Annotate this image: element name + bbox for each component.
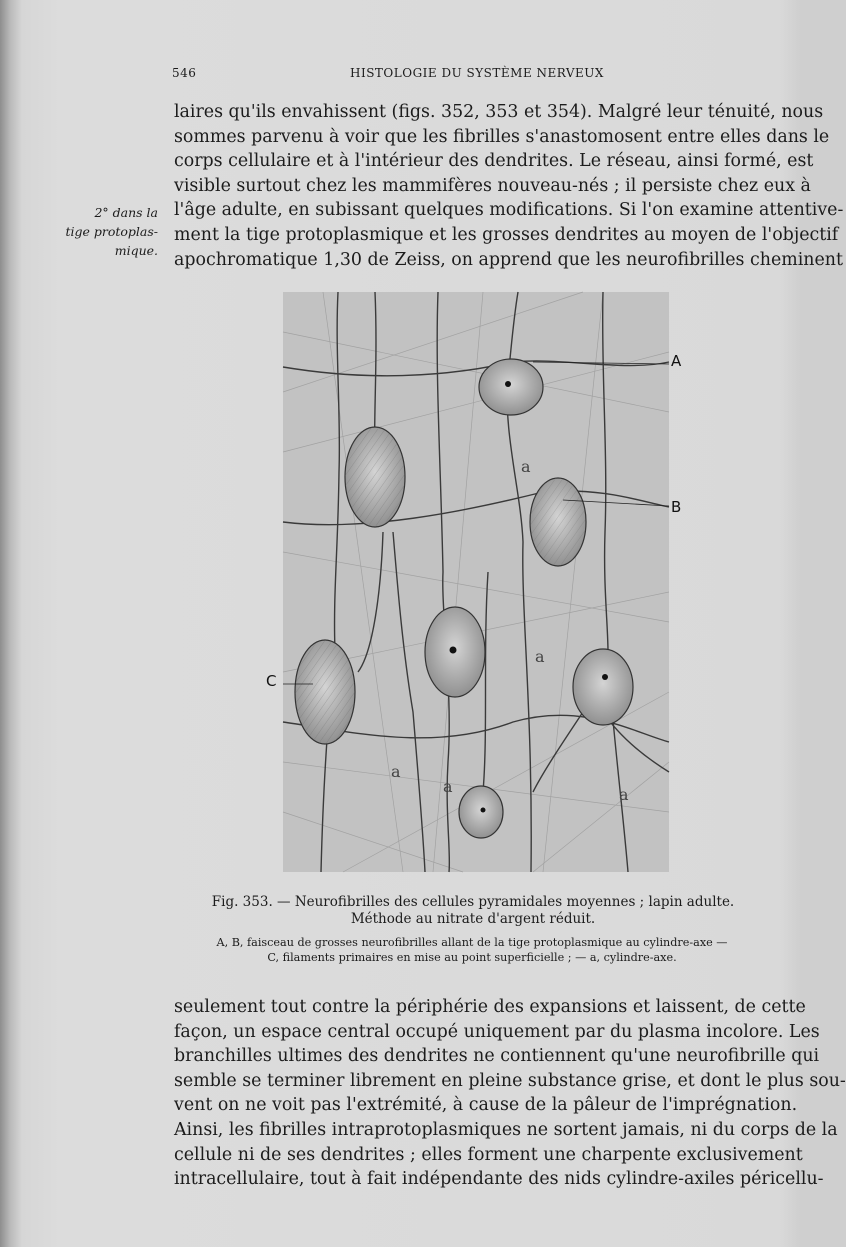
figure-caption bbox=[174, 894, 772, 928]
text-line: visible surtout chez les mammifères nouveau-nés ; il persiste chez eux à bbox=[174, 175, 811, 196]
text-line: apochromatique 1,30 de Zeiss, on apprend que les neurofibrilles cheminent bbox=[174, 249, 843, 270]
axon-label: a bbox=[391, 762, 401, 781]
text-line: ment la tige protoplasmique et les grosses dendrites au moyen de l'objectif bbox=[174, 224, 839, 245]
margin-note-line: 2° dans la bbox=[94, 205, 158, 220]
page-number: 546 bbox=[172, 66, 197, 80]
axon-label: a bbox=[535, 647, 545, 666]
margin-note-line: mique. bbox=[114, 243, 158, 258]
page-header bbox=[172, 66, 772, 86]
axon-label: a bbox=[619, 785, 629, 804]
text-line: l'âge adulte, en subissant quelques modifications. Si l'on examine attentive- bbox=[174, 200, 844, 221]
text-line: laires qu'ils envahissent (figs. 352, 353 et 354). Malgré leur ténuité, nous bbox=[174, 102, 824, 122]
text-line: semble se terminer librement en pleine substance grise, et dont le plus sou- bbox=[174, 1070, 846, 1091]
text-line: vent on ne voit pas l'extrémité, à cause de la pâleur de l'imprégnation. bbox=[174, 1095, 798, 1116]
text-line: Ainsi, les fibrilles intraprotoplasmiques ne sortent jamais, ni du corps de la bbox=[174, 1119, 838, 1140]
text-line: façon, un espace central occupé uniquement par du plasma incolore. Les bbox=[174, 1021, 820, 1042]
text-line: seulement tout contre la périphérie des expansions et laissent, de cette bbox=[174, 997, 806, 1017]
caption-line: Méthode au nitrate d'argent réduit. bbox=[350, 911, 596, 927]
caption-line: Fig. 353. — Neurofibrilles des cellules pyramidales moyennes ; lapin adulte. bbox=[211, 894, 735, 910]
figure-label-a: A bbox=[671, 352, 682, 370]
text-line: branchilles ultimes des dendrites ne contiennent qu'une neurofibrille qui bbox=[174, 1046, 820, 1067]
neurofibril-drawing bbox=[283, 292, 669, 872]
text-line: cellule ni de ses dendrites ; elles forment une charpente exclusivement bbox=[174, 1144, 803, 1165]
legend-line: C, filaments primaires en mise au point superficielle ; — a, cylindre-axe. bbox=[267, 951, 677, 964]
paragraph-top bbox=[174, 100, 844, 272]
axon-label: a bbox=[443, 777, 453, 796]
figure-label-c: C bbox=[266, 672, 277, 690]
margin-note-line: tige protoplas- bbox=[65, 224, 158, 239]
text-line: corps cellulaire et à l'intérieur des dendrites. Le réseau, ainsi formé, est bbox=[174, 151, 814, 172]
text-line: sommes parvenu à voir que les fibrilles s'anastomosent entre elles dans le bbox=[174, 126, 830, 147]
neuron-illustration bbox=[283, 292, 669, 872]
figure-label-b: B bbox=[671, 498, 682, 516]
axon-label: a bbox=[521, 457, 531, 476]
legend-line: A, B, faisceau de grosses neurofibrilles allant de la tige protoplasmique au cylindre-axe — bbox=[216, 936, 728, 949]
text-line: intracellulaire, tout à fait indépendante des nids cylindre-axiles péricellu- bbox=[174, 1169, 824, 1190]
margin-note bbox=[50, 203, 158, 260]
running-title: HISTOLOGIE DU SYSTÈME NERVEUX bbox=[350, 66, 604, 80]
paragraph-bottom bbox=[174, 995, 846, 1192]
figure-legend bbox=[172, 935, 772, 965]
